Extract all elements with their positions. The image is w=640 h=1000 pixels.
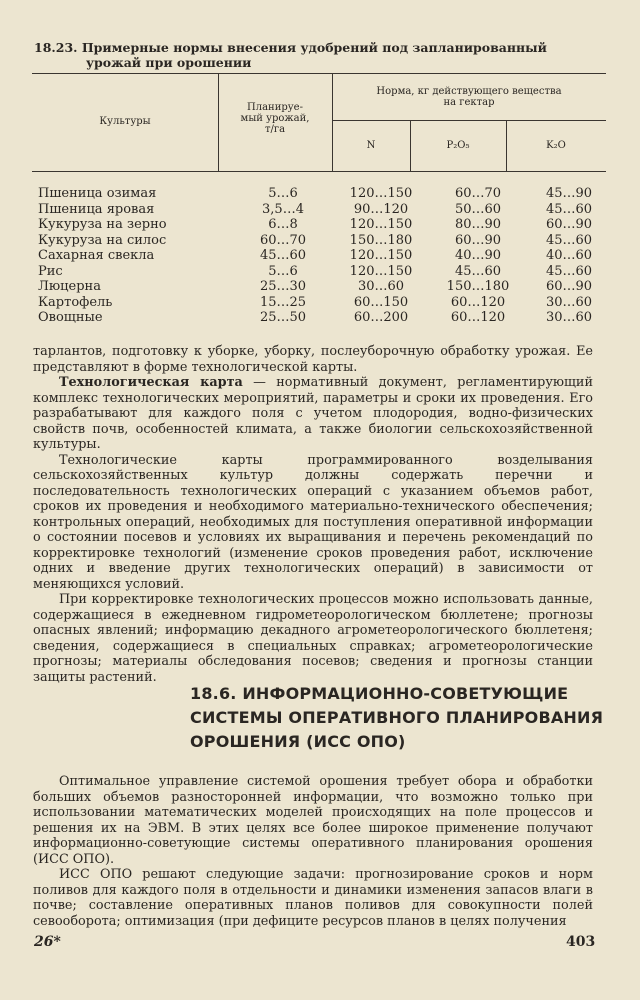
cell-crop: Кукуруза на зерно xyxy=(38,217,167,232)
signature-mark: 26* xyxy=(34,934,61,950)
cell-k2o: 40…60 xyxy=(545,248,593,263)
cell-yield: 25…30 xyxy=(259,279,307,294)
cell-k2o: 60…90 xyxy=(545,217,593,232)
cell-p2o5: 40…90 xyxy=(454,248,502,263)
paragraph-4: При корректировке технологических процессов можно использовать данные, содержащиеся в ежедневном гидрометеорологическом бюллетене; прогнозы опасных явлений; информацию декадного агрометеорологического бюллетеня; сведения, содержащиеся в специальных справках; агрометеорологические прогнозы; материалы обследования посевов; сведения и прогнозы станции защиты растений. xyxy=(33,592,593,685)
cell-p2o5: 50…60 xyxy=(454,201,502,217)
cell-yield: 60…70 xyxy=(259,232,307,248)
cell-crop: Пшеница озимая xyxy=(38,186,157,201)
cell-k2o: 45…60 xyxy=(545,201,593,217)
header-n: N xyxy=(366,140,376,151)
section-heading xyxy=(190,682,610,754)
cell-yield: 5…6 xyxy=(268,263,298,279)
paragraph-1: тарлантов, подготовку к уборке, уборку, послеуборочную обработку урожая. Ее представляют в форме технологической карты. xyxy=(33,344,593,375)
cell-k2o: 45…60 xyxy=(545,232,593,248)
table-row xyxy=(38,279,598,295)
caption-line-2: урожай при орошении xyxy=(86,55,252,70)
caption-line-1: 18.23. Примерные нормы внесения удобрений под запланированный xyxy=(34,40,547,55)
header-norm xyxy=(332,86,606,108)
table-row xyxy=(38,233,598,249)
cell-crop: Сахарная свекла xyxy=(38,248,155,263)
cell-crop: Овощные xyxy=(38,310,103,325)
table-row xyxy=(38,264,598,280)
section-heading-line-3: ОРОШЕНИЯ (ИСС ОПО) xyxy=(190,732,406,751)
cell-k2o: 60…90 xyxy=(545,279,593,294)
cell-n: 60…200 xyxy=(353,310,409,325)
header-norm-line-1: Норма, кг действующего вещества xyxy=(376,86,562,97)
cell-n: 30…60 xyxy=(357,279,405,294)
paragraph-5: Оптимальное управление системой орошения требует обора и обработки больших объемов разносторонней информации, что возможно только при использовании математических моделей происходящих на поле процессов и решения их на ЭВМ. В этих целях все более широкое применение получают информационно-советующие системы оперативного планирования орошения (ИСС ОПО). xyxy=(33,774,593,867)
table-body xyxy=(38,186,598,326)
cell-n: 150…180 xyxy=(349,232,413,248)
cell-p2o5: 80…90 xyxy=(454,217,502,232)
cell-p2o5: 60…120 xyxy=(450,310,506,325)
cell-p2o5: 60…120 xyxy=(450,294,506,310)
body-text-bottom xyxy=(33,774,593,929)
table-header xyxy=(32,73,606,172)
table-row xyxy=(38,295,598,311)
cell-k2o: 45…90 xyxy=(545,186,593,201)
body-text-top xyxy=(33,344,593,685)
cell-k2o: 45…60 xyxy=(545,263,593,279)
cell-yield: 15…25 xyxy=(259,294,307,310)
table-row xyxy=(38,248,598,264)
cell-p2o5: 150…180 xyxy=(446,279,510,294)
section-heading-line-1: 18.6. ИНФОРМАЦИОННО-СОВЕТУЮЩИЕ xyxy=(190,684,569,703)
paragraph-3: Технологические карты программированного возделывания сельскохозяйственных культур должны содержать перечни и последовательность технологических операций с указанием объемов работ, сроков их проведения и необходимого материально-технического обеспечения; контрольных операций, необходимых для поступления оперативной информации о состоянии посевов и условиях их выращивания и перечень рекомендаций по корректировке технологий (изменение сроков проведения работ, исключение одних и введение других технологических операций) в зависимости от меняющихся условий. xyxy=(33,452,593,592)
cell-crop: Пшеница яровая xyxy=(38,201,155,217)
cell-crop: Кукуруза на силос xyxy=(38,232,167,248)
cell-n: 60…150 xyxy=(353,294,409,310)
header-p2o5: P₂O₅ xyxy=(446,140,470,151)
header-crop: Культуры xyxy=(99,116,151,127)
cell-p2o5: 60…90 xyxy=(454,232,502,248)
cell-crop: Картофель xyxy=(38,294,113,310)
header-k2o: K₂O xyxy=(546,140,566,151)
header-yield xyxy=(218,102,332,135)
page-number: 403 xyxy=(566,934,596,950)
paragraph-2 xyxy=(33,375,593,453)
paragraph-2-text: — нормативный документ, регламентирующий комплекс технологических мероприятий, параметры и сроки их проведения. Его разрабатывают для каждого поля с учетом плодородия, водно-физических свойств почв, особенностей климата, а также биологии сельскохозяйственной культуры. xyxy=(33,375,593,452)
table-row xyxy=(38,217,598,233)
cell-n: 90…120 xyxy=(353,201,409,217)
header-yield-line-3: т/га xyxy=(264,124,286,135)
table-row xyxy=(38,186,598,202)
cell-n: 120…150 xyxy=(349,248,413,263)
cell-yield: 6…8 xyxy=(268,217,298,232)
term-tech-card: Технологическая карта xyxy=(59,375,243,390)
cell-crop: Рис xyxy=(38,263,63,279)
table-caption xyxy=(34,40,594,70)
cell-yield: 25…50 xyxy=(259,310,307,325)
cell-k2o: 30…60 xyxy=(545,294,593,310)
header-yield-line-1: Планируе- xyxy=(247,102,303,113)
table-row xyxy=(38,310,598,326)
section-heading-line-2: СИСТЕМЫ ОПЕРАТИВНОГО ПЛАНИРОВАНИЯ xyxy=(190,708,604,727)
cell-p2o5: 45…60 xyxy=(454,263,502,279)
cell-yield: 45…60 xyxy=(259,248,307,263)
cell-n: 120…150 xyxy=(349,186,413,201)
cell-yield: 5…6 xyxy=(268,186,298,201)
cell-n: 120…150 xyxy=(349,217,413,232)
cell-k2o: 30…60 xyxy=(545,310,593,325)
header-yield-line-2: мый урожай, xyxy=(240,113,310,124)
header-norm-line-2: на гектар xyxy=(443,97,495,108)
cell-p2o5: 60…70 xyxy=(454,186,502,201)
table-row xyxy=(38,202,598,218)
paragraph-6: ИСС ОПО решают следующие задачи: прогнозирование сроков и норм поливов для каждого поля в отдельности и динамики изменения запасов влаги в почве; составление оперативных планов поливов для совокупности полей севооборота; оптимизация (при дефиците ресурсов планов в целях получения xyxy=(33,867,593,929)
cell-yield: 3,5…4 xyxy=(262,201,304,217)
cell-n: 120…150 xyxy=(349,263,413,279)
cell-crop: Люцерна xyxy=(38,279,101,294)
